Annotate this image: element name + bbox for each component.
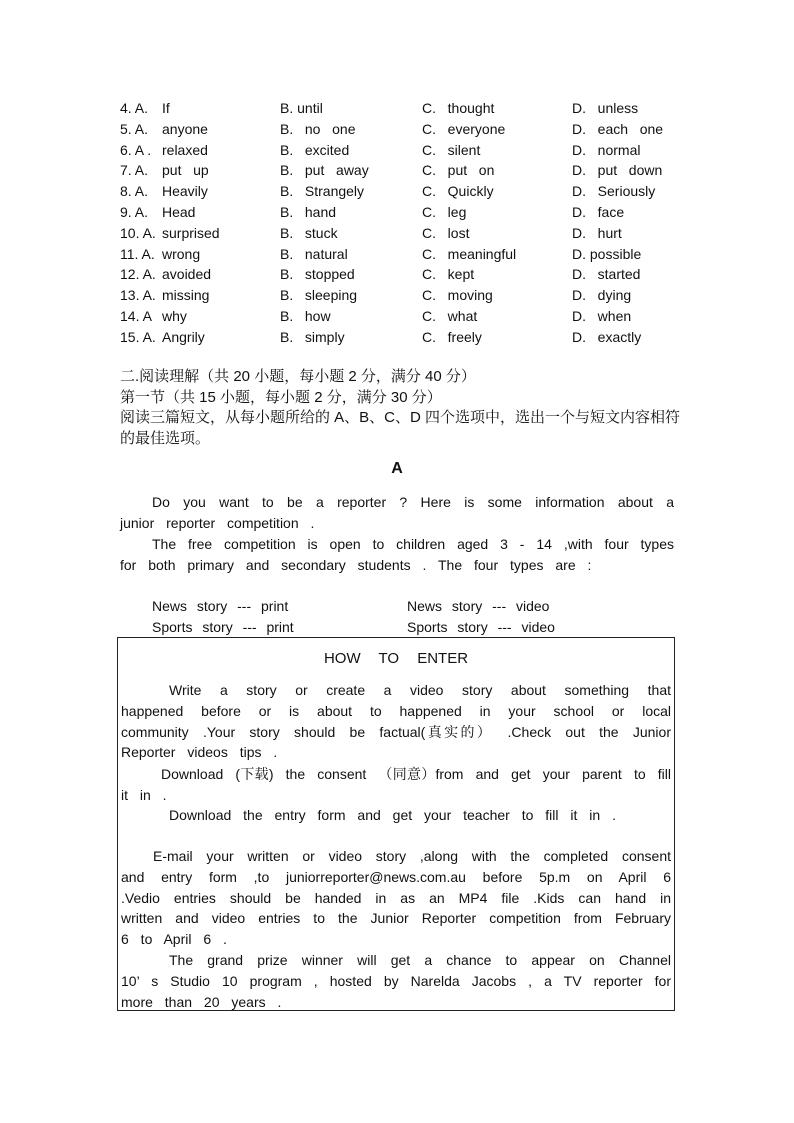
option-b: B. stuck [280,224,338,241]
option-b: B. excited [280,141,350,158]
option-c: C. everyone [422,120,506,137]
option-d: D. each one [572,120,664,137]
option-b: B. until [280,100,323,116]
option-d: D. face [572,203,625,220]
option-row [120,181,680,202]
section-heading-block [120,367,680,449]
story-type-row [152,617,672,638]
option-d: D. dying [572,287,632,304]
section-heading: 二.阅读理解（共 20 小题，每小题 2 分，满分 40 分） [120,368,476,385]
box-paragraph-3: Download the entry form and get your teacher to fill it in . [169,807,616,823]
option-b: B. hand [280,203,337,220]
option-b: B. put away [280,162,369,179]
option-a: why [162,307,187,324]
question-number: 5. A. [120,120,149,137]
section-subheading: 第一节（共 15 小题，每小题 2 分，满分 30 分） [120,388,442,406]
option-a: Heavily [162,183,208,200]
question-number: 7. A. [120,162,149,179]
option-a: anyone [162,120,208,137]
box-paragraph-4: E-mail your written or video story ,along with the completed consent and entry form ,to juniorreporter@news.com.au before 5p.m on April 6 .Vedio entries should be handed in as an MP4 file .Kids can hand in written and video entries to the Junior Reporter competition from February 6 to April 6 . [121,848,671,948]
option-b: B. stopped [280,266,355,283]
option-c: C. what [422,307,478,324]
option-d: D. possible [572,245,642,262]
option-b: B. natural [280,245,348,262]
option-d: D. when [572,307,632,324]
option-c: C. kept [422,266,475,283]
option-d: D. put down [572,162,663,179]
option-c: C. freely [422,328,482,345]
option-a: surprised [162,224,220,241]
question-number: 11. A. [120,245,155,262]
option-a: avoided [162,266,212,283]
option-a: missing [162,287,210,304]
story-types-list [152,596,672,638]
question-number: 13. A. [120,287,156,304]
option-row [120,264,680,285]
option-a: If [162,100,170,116]
question-number: 15. A. [120,328,156,345]
option-c: C. Quickly [422,183,494,200]
option-c: C. moving [422,287,493,304]
option-a: wrong [162,245,201,262]
option-b: B. no one [280,120,356,137]
option-c: C. lost [422,224,470,241]
question-number: 8. A. [120,183,149,200]
box-paragraph-1: Write a story or create a video story about something that happened before or is about to happened in your school or local community .Your story should be factual(真实的） .Check out the Junior Reporter videos tips . [121,682,671,761]
cloze-options [120,98,680,348]
question-number: 10. A. [120,224,156,241]
option-d: D. started [572,266,641,283]
option-d: D. unless [572,100,639,116]
story-type: News story --- video [407,598,550,614]
option-d: D. hurt [572,224,622,241]
question-number: 9. A. [120,203,149,220]
option-c: C. thought [422,100,495,116]
option-c: C. silent [422,141,481,158]
passage-paragraph-1: Do you want to be a reporter ? Here is some information about a junior reporter competition . [120,494,674,531]
how-to-enter-box [117,637,675,1011]
option-b: B. Strangely [280,183,365,200]
option-row [120,327,680,348]
option-c: C. leg [422,203,467,220]
option-b: B. sleeping [280,287,358,304]
option-d: D. Seriously [572,183,656,200]
question-number: 12. A. [120,266,156,283]
passage-letter: A [391,460,403,477]
story-type-row [152,596,672,617]
question-number: 6. A . [120,141,152,158]
option-c: C. put on [422,162,495,179]
option-row [120,306,680,327]
box-paragraph-2: Download (下载) the consent （同意）from and get your parent to fill it in . [121,766,671,803]
passage-paragraph-2: The free competition is open to children aged 3 - 14 ,with four types for both primary and secondary students . The four types are : [120,536,674,573]
option-row [120,202,680,223]
option-a: relaxed [162,141,208,158]
story-type: Sports story --- print [152,618,294,635]
box-paragraph-5: The grand prize winner will get a chance to appear on Channel 10’ s Studio 10 program , hosted by Narelda Jacobs , a TV reporter for more than 20 years . [121,952,671,1010]
story-type: News story --- print [152,598,289,614]
option-a: put up [162,162,209,179]
option-d: D. exactly [572,328,642,345]
box-title: HOW TO ENTER [323,650,469,667]
question-number: 4. A. [120,100,149,116]
option-row [120,285,680,306]
option-row [120,160,680,181]
option-b: B. simply [280,328,345,345]
option-b: B. how [280,307,331,324]
option-c: C. meaningful [422,245,517,262]
option-row [120,98,680,119]
option-row [120,119,680,140]
option-row [120,140,680,161]
option-a: Angrily [162,328,205,345]
option-row [120,244,680,265]
option-row [120,223,680,244]
option-a: Head [162,203,196,220]
section-instruction: 阅读三篇短文，从每小题所给的 A、B、C、D 四个选项中，选出一个与短文内容相符的最佳选项。 [120,409,681,447]
option-d: D. normal [572,141,641,158]
question-number: 14. A [120,307,152,324]
story-type: Sports story --- video [407,618,555,635]
